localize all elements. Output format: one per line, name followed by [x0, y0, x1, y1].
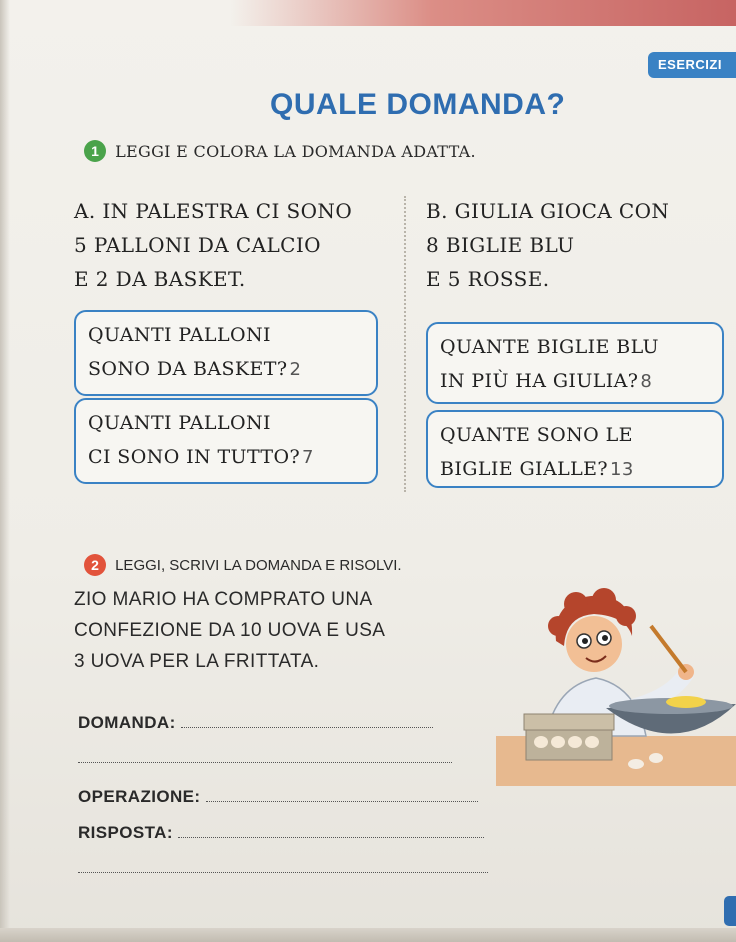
problem-a — [74, 194, 404, 296]
domanda-field[interactable] — [181, 714, 433, 728]
story-line: ZIO MARIO HA COMPRATO UNA — [74, 589, 373, 610]
question-line: SONO DA BASKET? — [88, 358, 288, 380]
story-line: CONFEZIONE DA 10 UOVA E USA — [74, 620, 386, 641]
cook-illustration — [486, 586, 736, 790]
problem-b — [426, 194, 726, 296]
handwritten-mark: 7 — [302, 447, 314, 468]
word-problem-text — [74, 584, 414, 677]
question-line: QUANTI PALLONI — [88, 412, 271, 434]
question-line: IN PIÙ HA GIULIA? — [440, 370, 639, 392]
question-line: CI SONO IN TUTTO? — [88, 446, 301, 468]
page-title: QUALE DOMANDA? — [270, 88, 566, 121]
operazione-row — [78, 787, 478, 807]
problem-b-line: E 5 ROSSE. — [426, 267, 550, 291]
page-gutter-shadow — [0, 0, 10, 942]
domanda-label: DOMANDA: — [78, 713, 176, 732]
column-divider — [404, 196, 406, 492]
handwritten-mark: 13 — [609, 459, 634, 480]
page-bottom-edge — [0, 928, 736, 942]
problem-b-line: B. GIULIA GIOCA CON — [426, 199, 670, 223]
problem-b-line: 8 BIGLIE BLU — [426, 233, 575, 257]
question-option-box[interactable] — [426, 410, 724, 488]
operazione-label: OPERAZIONE: — [78, 787, 201, 806]
page-edge-tab — [724, 896, 736, 926]
problem-a-line: E 2 DA BASKET. — [74, 267, 246, 291]
exercise-number-badge: 2 — [84, 554, 106, 576]
wooden-spoon — [651, 626, 686, 672]
risposta-field[interactable] — [178, 824, 484, 838]
cook-face — [566, 616, 622, 672]
handwritten-mark: 2 — [289, 359, 302, 380]
top-illustration-edge — [230, 0, 736, 26]
exercise-2-instruction: LEGGI, SCRIVI LA DOMANDA E RISOLVI. — [115, 556, 402, 574]
question-option-box[interactable] — [74, 310, 378, 396]
question-option-box[interactable] — [426, 322, 724, 404]
question-line: BIGLIE GIALLE? — [440, 458, 608, 480]
question-line: QUANTE SONO LE — [440, 424, 633, 446]
risposta-extra-line[interactable] — [78, 872, 488, 873]
egg-carton — [524, 714, 614, 730]
domanda-extra-line[interactable] — [78, 762, 452, 763]
exercise-2-header — [84, 554, 402, 576]
risposta-label: RISPOSTA: — [78, 823, 173, 842]
risposta-row — [78, 823, 484, 843]
question-option-box[interactable] — [74, 398, 378, 484]
problem-a-line: 5 PALLONI DA CALCIO — [74, 233, 321, 257]
domanda-row — [78, 713, 433, 733]
operazione-field[interactable] — [206, 788, 478, 802]
exercise-number-badge: 1 — [84, 140, 106, 162]
exercise-1-instruction: LEGGI E COLORA LA DOMANDA ADATTA. — [115, 141, 476, 161]
question-line: QUANTI PALLONI — [88, 324, 271, 346]
story-line: 3 UOVA PER LA FRITTATA. — [74, 651, 320, 672]
problem-a-line: A. IN PALESTRA CI SONO — [74, 199, 353, 223]
handwritten-mark: 8 — [640, 371, 653, 392]
section-badge: ESERCIZI — [648, 52, 736, 78]
exercise-1-header — [84, 140, 476, 162]
question-line: QUANTE BIGLIE BLU — [440, 336, 659, 358]
